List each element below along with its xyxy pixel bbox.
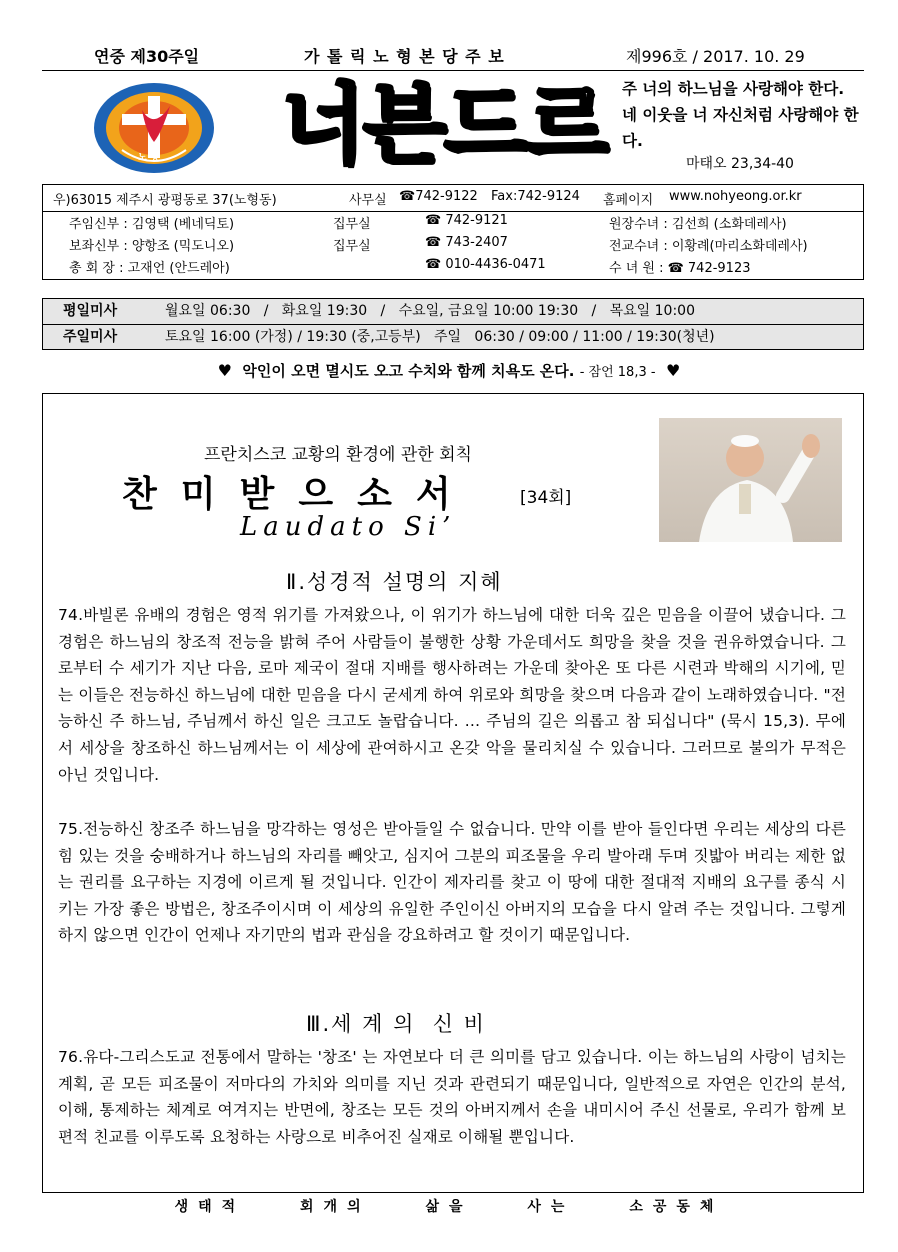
issue-number: 제996호 / 2017. 10. 29	[626, 47, 805, 66]
staff-room: 집무실	[333, 217, 371, 232]
article-subtitle: 프란치스코 교황의 환경에 관한 회칙	[204, 445, 472, 465]
proverb-line	[0, 360, 898, 381]
section-2-title: Ⅱ.성경적 설명의 지혜	[286, 570, 503, 594]
staff-role: 보좌신부 : 양항조 (믹도니오)	[69, 239, 235, 254]
liturgical-week: 연중 제30주일	[94, 47, 200, 66]
heart-icon: ♥	[217, 361, 232, 380]
staff-phone: ☎ 010-4436-0471	[425, 257, 546, 272]
staff-row	[43, 213, 863, 233]
contact-info-box	[42, 184, 864, 280]
header-divider	[42, 70, 864, 71]
section-3-title: Ⅲ.세 계 의 신 비	[306, 1012, 486, 1036]
article-title: 찬미받으소서	[122, 474, 475, 515]
paragraph-74: 74.바빌론 유배의 경험은 영적 위기를 가져왔으나, 이 위기가 하느님에 대한 더욱 깊은 믿음을 이끌어 냈습니다. 그 경험은 하느님의 창조적 전능을 밝혀 주어 사람들이 불행한 상황 가운데서도 희망을 찾을 것을 권유하였습니다. 그로부터 수 세기가 지난 다음, 로마 제국이 절대 지배를 행사하려는 가운데 찾아온 또 다른 시련과 박해의 시기에, 믿는 이들은 전능하신 하느님에 대한 믿음을 다시 굳세게 하여 위로와 희망을 찾으며 다음과 같이 노래하였습니다. "전능하신 주 하느님, 주님께서 하신 일은 크고도 놀랍습니다. … 주님의 길은 의롭고 참 되십니다" (묵시 15,3). 무에서 세상을 창조하신 하느님께서는 이 세상에 관여하시고 온갖 악을 물리치실 수 있습니다. 그러므로 불의가 무적은 아닌 것입니다.	[58, 606, 846, 784]
footer-slogan: 생태적 회개의 삶을 사는 소공동체	[174, 1199, 724, 1215]
address-row	[43, 189, 863, 209]
bulletin-title: 너븐드르	[282, 75, 607, 175]
masthead-verse: 주 너의 하느님을 사랑해야 한다. 네 이웃을 너 자신처럼 사랑해야 한다.	[622, 80, 859, 150]
address: 우)63015 제주시 광평동로 37(노형동)	[53, 193, 277, 208]
staff-sister: 원장수녀 : 김선희 (소화데레사)	[609, 217, 787, 232]
office-label: 사무실	[349, 193, 387, 208]
paragraph-76: 76.유다-그리스도교 전통에서 말하는 '창조' 는 자연보다 더 큰 의미를 담고 있습니다. 이는 하느님의 사랑이 넘치는 계획, 곧 모든 피조물이 저마다의 가치와 의미를 지닌 것과 관련되기 때문입니다, 일반적으로 자연은 인간의 분석, 이해, 통제하는 체계로 여겨지는 반면에, 창조는 모든 것의 아버지께서 손을 내미시어 주신 선물로, 우리가 함께 보편적 친교를 이루도록 요청하는 사랑으로 비추어진 실재로 이해될 뿐입니다.	[58, 1048, 846, 1146]
sunday-mass-label: 주일미사	[63, 329, 118, 345]
weekday-mass-label: 평일미사	[63, 303, 118, 319]
address-divider	[43, 211, 863, 212]
office-phone: ☎742-9122	[399, 189, 478, 204]
staff-sister: 전교수녀 : 이황례(마리소화데레사)	[609, 239, 808, 254]
paragraph-75: 75.전능하신 창조주 하느님을 망각하는 영성은 받아들일 수 없습니다. 만약 이를 받아 들인다면 우리는 세상의 다른 힘 있는 것을 숭배하거나 하느님의 자리를 빼앗고, 심지어 그분의 피조물을 우리 발아래 두며 짓밟아 버리는 제한 없는 권리를 요구하는 지경에 이르게 될 것입니다. 인간이 제자리를 찾고 이 땅에 대한 절대적 지배의 요구를 종식 시키는 가장 좋은 방법은, 창조주이시며 이 세상의 유일한 주인이신 아버지의 모습을 다시 알려 주는 것입니다. 그렇게 하지 않으면 인간이 언제나 자기만의 법과 관심을 강요하려고 할 것이기 때문입니다.	[58, 820, 846, 945]
article-episode: [34회]	[520, 488, 572, 508]
sunday-mass-times: 토요일 16:00 (가정) / 19:30 (중,고등부) 주일 06:30 / 09:00 / 11:00 / 19:30(청년)	[165, 329, 715, 345]
staff-room: 집무실	[333, 239, 371, 254]
verse-reference: 마태오 23,34-40	[686, 156, 794, 172]
staff-sister: 수 녀 원 : ☎ 742-9123	[609, 261, 751, 276]
staff-role: 총 회 장 : 고재언 (안드레아)	[69, 261, 230, 276]
pope-photo	[659, 418, 842, 542]
bulletin-name: 가 톨 릭 노 형 본 당 주 보	[304, 47, 505, 66]
proverb-text: 악인이 오면 멸시도 오고 수치와 함께 치욕도 온다.	[242, 362, 575, 380]
weekday-mass-row	[43, 299, 863, 324]
staff-phone: ☎ 743-2407	[425, 235, 508, 250]
article-latin-title: Laudato Si’	[240, 512, 457, 542]
mass-schedule	[42, 298, 864, 350]
staff-role: 주임신부 : 김영택 (베네딕토)	[69, 217, 235, 232]
staff-row	[43, 257, 863, 277]
fax-number: Fax:742-9124	[491, 189, 580, 204]
parish-logo	[92, 80, 216, 176]
logo-text: 노 형	[138, 153, 159, 163]
sunday-mass-row	[43, 325, 863, 350]
staff-row	[43, 235, 863, 255]
weekday-mass-times: 월요일 06:30 / 화요일 19:30 / 수요일, 금요일 10:00 19:30 / 목요일 10:00	[165, 303, 695, 319]
bulletin-header	[42, 44, 864, 68]
homepage-link[interactable]: www.nohyeong.or.kr	[669, 189, 802, 204]
heart-icon: ♥	[666, 361, 681, 380]
homepage-label: 홈페이지	[603, 193, 654, 208]
staff-phone: ☎ 742-9121	[425, 213, 508, 228]
proverb-reference: - 잠언 18,3 -	[579, 365, 656, 380]
